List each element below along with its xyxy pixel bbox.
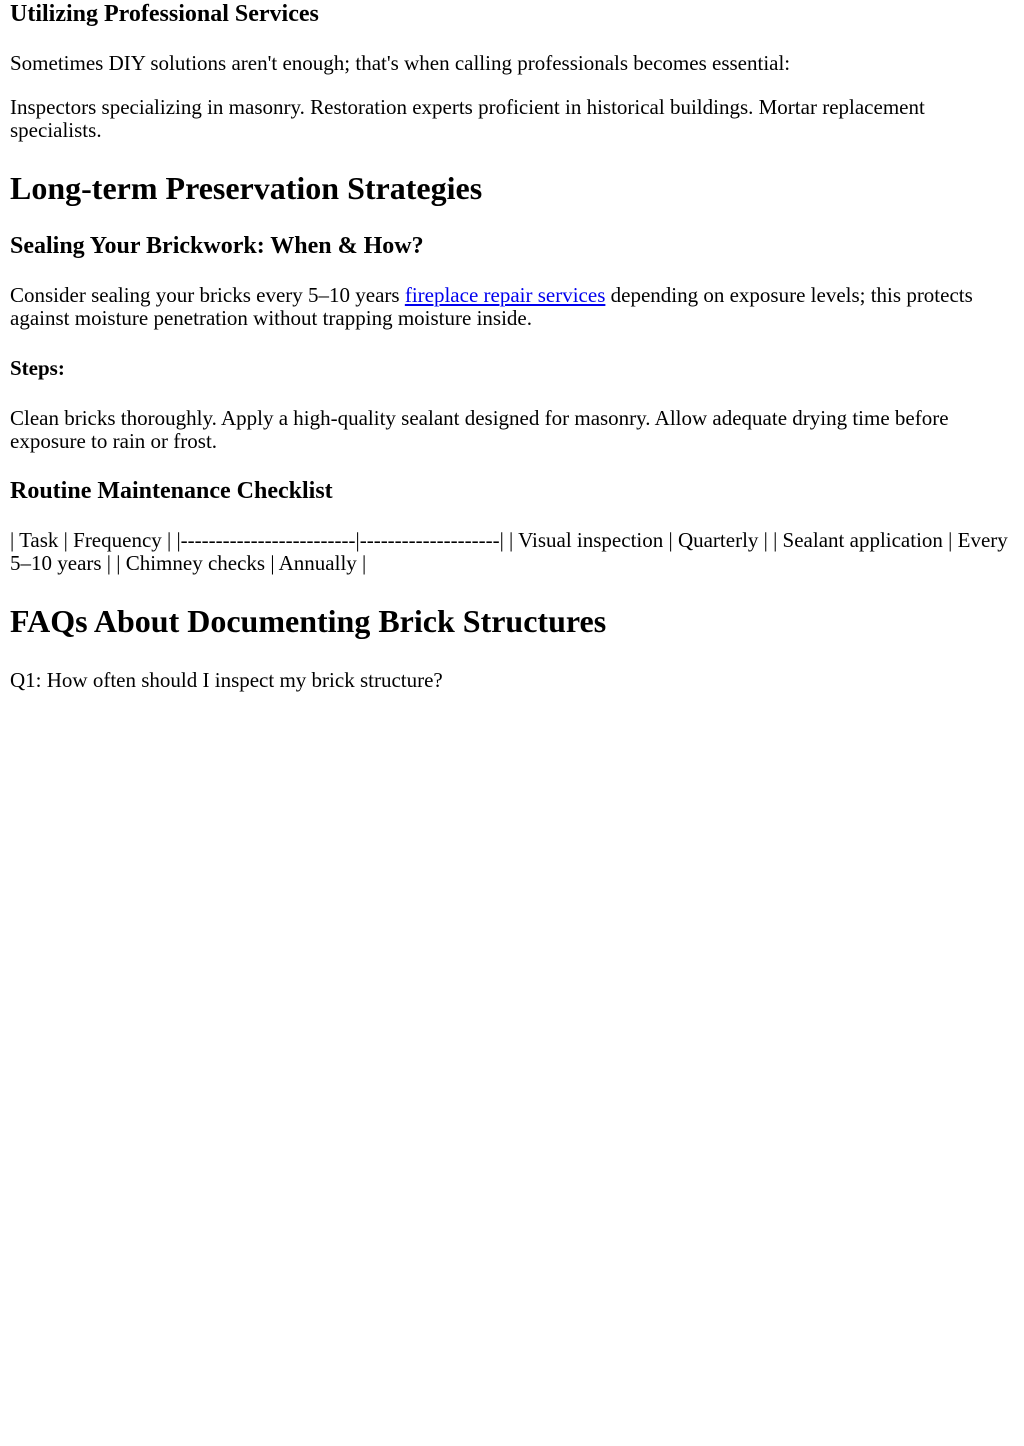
steps-paragraph: Clean bricks thoroughly. Apply a high-quality sealant designed for masonry. Allow adequate drying time before exposure to rain or frost. — [10, 406, 949, 453]
fireplace-repair-link[interactable]: fireplace repair services — [404, 283, 606, 307]
sealing-paragraph — [10, 284, 1014, 330]
faq-heading: FAQs About Documenting Brick Structures — [10, 603, 607, 639]
preservation-heading: Long-term Preservation Strategies — [10, 170, 483, 206]
routine-table-text: | Task | Frequency | |-------------------------|--------------------| | Visual inspection | Quarterly | | Sealant application | Every 5–10 years | | Chimney checks | Annually | — [10, 528, 1008, 575]
services-intro-paragraph: Sometimes DIY solutions aren't enough; that's when calling professionals becomes essential: — [10, 51, 791, 75]
services-heading: Utilizing Professional Services — [10, 1, 319, 27]
article-body — [0, 0, 1024, 692]
sealing-text-after: depending on exposure levels; this protects against moisture penetration without trapping moisture inside. — [10, 283, 973, 330]
steps-heading: Steps: — [10, 356, 65, 380]
faq-question-1: Q1: How often should I inspect my brick structure? — [10, 668, 443, 692]
sealing-text-before: Consider sealing your bricks every 5–10 years — [10, 283, 405, 307]
sealing-heading: Sealing Your Brickwork: When & How? — [10, 233, 424, 259]
routine-heading: Routine Maintenance Checklist — [10, 478, 333, 504]
services-list-paragraph: Inspectors specializing in masonry. Restoration experts proficient in historical buildings. Mortar replacement specialists. — [10, 95, 925, 142]
